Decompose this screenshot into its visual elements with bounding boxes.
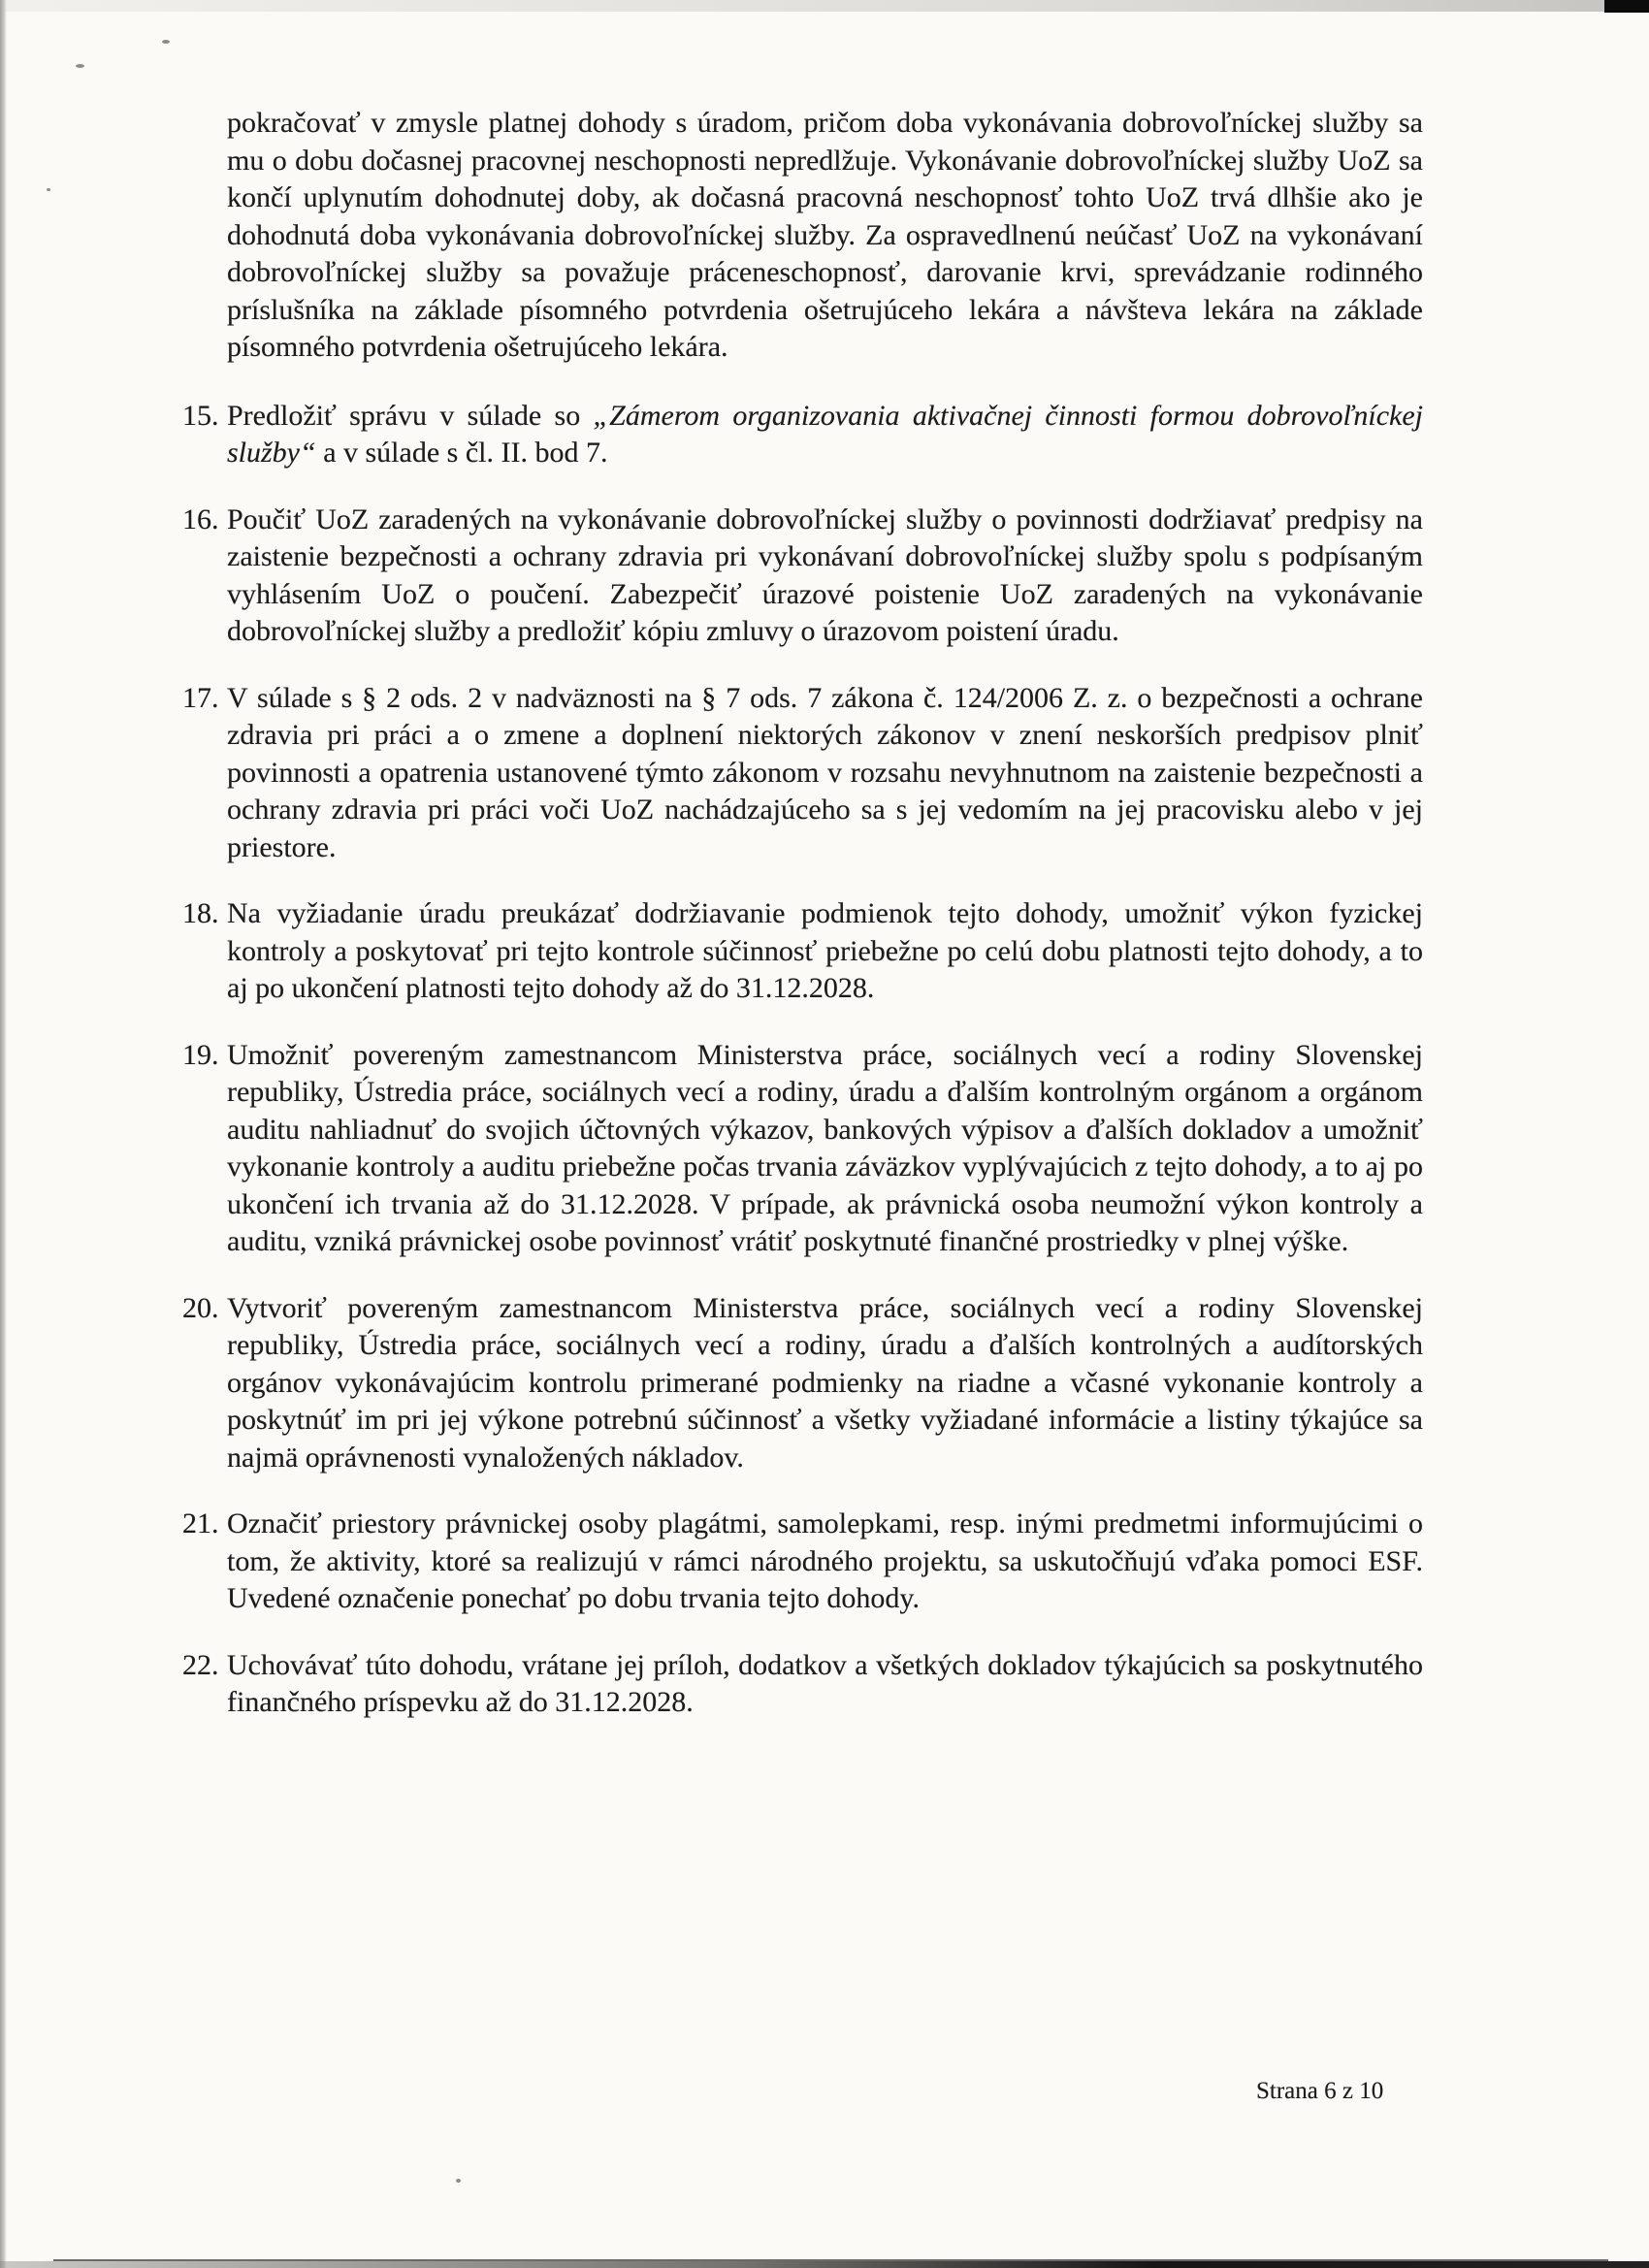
scan-artifact-left-edge: [0, 0, 7, 2268]
scan-speck: [162, 40, 170, 44]
document-body: [182, 105, 1424, 1751]
item-text: Označiť priestory právnickej osoby plagátmi, samolepkami, resp. inými predmetmi informujúcimi o tom, že aktivity, ktoré sa realizujú v rámci národného projektu, sa uskutočňujú vďaka pomoci ESF. Uvedené označenie ponechať po dobu trvania tejto dohody.: [227, 1507, 1423, 1614]
scan-speck: [456, 2179, 461, 2183]
item-quote-italic: „Zámerom organizovania aktivačnej činnosti formou dobrovoľníckej služby“: [227, 399, 1424, 469]
item-text: Umožniť povereným zamestnancom Ministerstva práce, sociálnych vecí a rodiny Slovenskej republiky, Ústredia práce, sociálnych vecí a rodiny, úradu a ďalším kontrolným orgánom a orgánom auditu nahliadnuť do svojich účtovných výkazov, bankových výpisov a ďalších dokladov a umožniť vykonanie kontroly a auditu priebežne počas trvania záväzkov vyplývajúcich z tejto dohody, a to aj po ukončení ich trvania až do 31.12.2028. V prípade, ak právnická osoba neumožní výkon kontroly a auditu, vzniká právnickej osobe povinnosť vrátiť poskytnuté finančné prostriedky v plnej výške.: [227, 1038, 1423, 1257]
item-text: Vytvoriť povereným zamestnancom Ministerstva práce, sociálnych vecí a rodiny Slovenskej republiky, Ústredia práce, sociálnych vecí a rodiny, úradu a ďalších kontrolných a audítorských orgánov vykonávajúcim kontrolu primerané podmienky na riadne a včasné vykonanie kontroly a poskytnúť im pri jej výkone potrebnú súčinnosť a všetky vyžiadané informácie a listiny týkajúce sa najmä oprávnenosti vynaložených nákladov.: [227, 1291, 1423, 1474]
item-text: Uchovávať túto dohodu, vrátane jej príloh, dodatkov a všetkých dokladov týkajúcich sa poskytnutého finančného príspevku až do 31.12.2028.: [227, 1648, 1423, 1718]
item-text: a v súlade s čl. II. bod 7.: [315, 437, 608, 469]
scan-artifact-corner-block: [1604, 0, 1649, 13]
item-text: Predložiť správu v súlade so: [227, 399, 594, 432]
list-item-16: [182, 502, 1423, 651]
list-item-15: [182, 398, 1424, 472]
item-number: 17.: [182, 681, 219, 714]
list-item-19: [182, 1037, 1423, 1261]
item-number: 16.: [182, 502, 219, 535]
item-number: 19.: [182, 1038, 219, 1071]
scan-artifact-bottom-edge: [0, 2261, 1649, 2268]
list-item-22: [182, 1647, 1423, 1722]
scan-artifact-top-edge: [0, 0, 1649, 12]
list-item-17: [182, 680, 1423, 867]
item-text: V súlade s § 2 ods. 2 v nadväznosti na § 7 ods. 7 zákona č. 124/2006 Z. z. o bezpečnosti a ochrane zdravia pri práci a o zmene a doplnení niektorých zákonov v znení neskorších predpisov plniť povinnosti a opatrenia ustanovené týmto zákonom v rozsahu nevyhnutnom na zaistenie bezpečnosti a ochrany zdravia pri práci voči UoZ nachádzajúceho sa s jej vedomím na jej pracovisku alebo v jej priestore.: [227, 681, 1423, 863]
list-item-21: [182, 1506, 1423, 1618]
item-text: Na vyžiadanie úradu preukázať dodržiavanie podmienok tejto dohody, umožniť výkon fyzickej kontroly a poskytovať pri tejto kontrole súčinnosť priebežne po celú dobu platnosti tejto dohody, a to aj po ukončení platnosti tejto dohody až do 31.12.2028.: [227, 897, 1423, 1004]
item-text: Poučiť UoZ zaradených na vykonávanie dobrovoľníckej služby o povinnosti dodržiavať predpisy na zaistenie bezpečnosti a ochrany zdravia pri vykonávaní dobrovoľníckej služby spolu s podpísaným vyhlásením UoZ o poučení. Zabezpečiť úrazové poistenie UoZ zaradených na vykonávanie dobrovoľníckej služby a predložiť kópiu zmluvy o úrazovom poistení úradu.: [227, 502, 1423, 647]
item-number: 18.: [182, 897, 219, 929]
scan-speck: [47, 188, 50, 191]
item-number: 21.: [182, 1507, 219, 1539]
item-number: 20.: [182, 1291, 219, 1324]
item-number: 15.: [182, 399, 219, 432]
item-number: 22.: [182, 1648, 219, 1681]
page-number: Strana 6 z 10: [1256, 2078, 1384, 2104]
list-item-18: [182, 895, 1423, 1008]
paragraph-continuation: pokračovať v zmysle platnej dohody s úradom, pričom doba vykonávania dobrovoľníckej služby sa mu o dobu dočasnej pracovnej neschopnosti nepredlžuje. Vykonávanie dobrovoľníckej služby UoZ sa končí uplynutím dohodnutej doby, ak dočasná pracovná neschopnosť tohto UoZ trvá dlhšie ako je dohodnutá doba vykonávania dobrovoľníckej služby. Za ospravedlnenú neúčasť UoZ na vykonávaní dobrovoľníckej služby sa považuje práceneschopnosť, darovanie krvi, sprevádzanie rodinného príslušníka na základe písomného potvrdenia ošetrujúceho lekára a návšteva lekára na základe písomného potvrdenia ošetrujúceho lekára.: [227, 107, 1423, 363]
scan-speck: [76, 64, 84, 68]
list-item-20: [182, 1290, 1423, 1477]
